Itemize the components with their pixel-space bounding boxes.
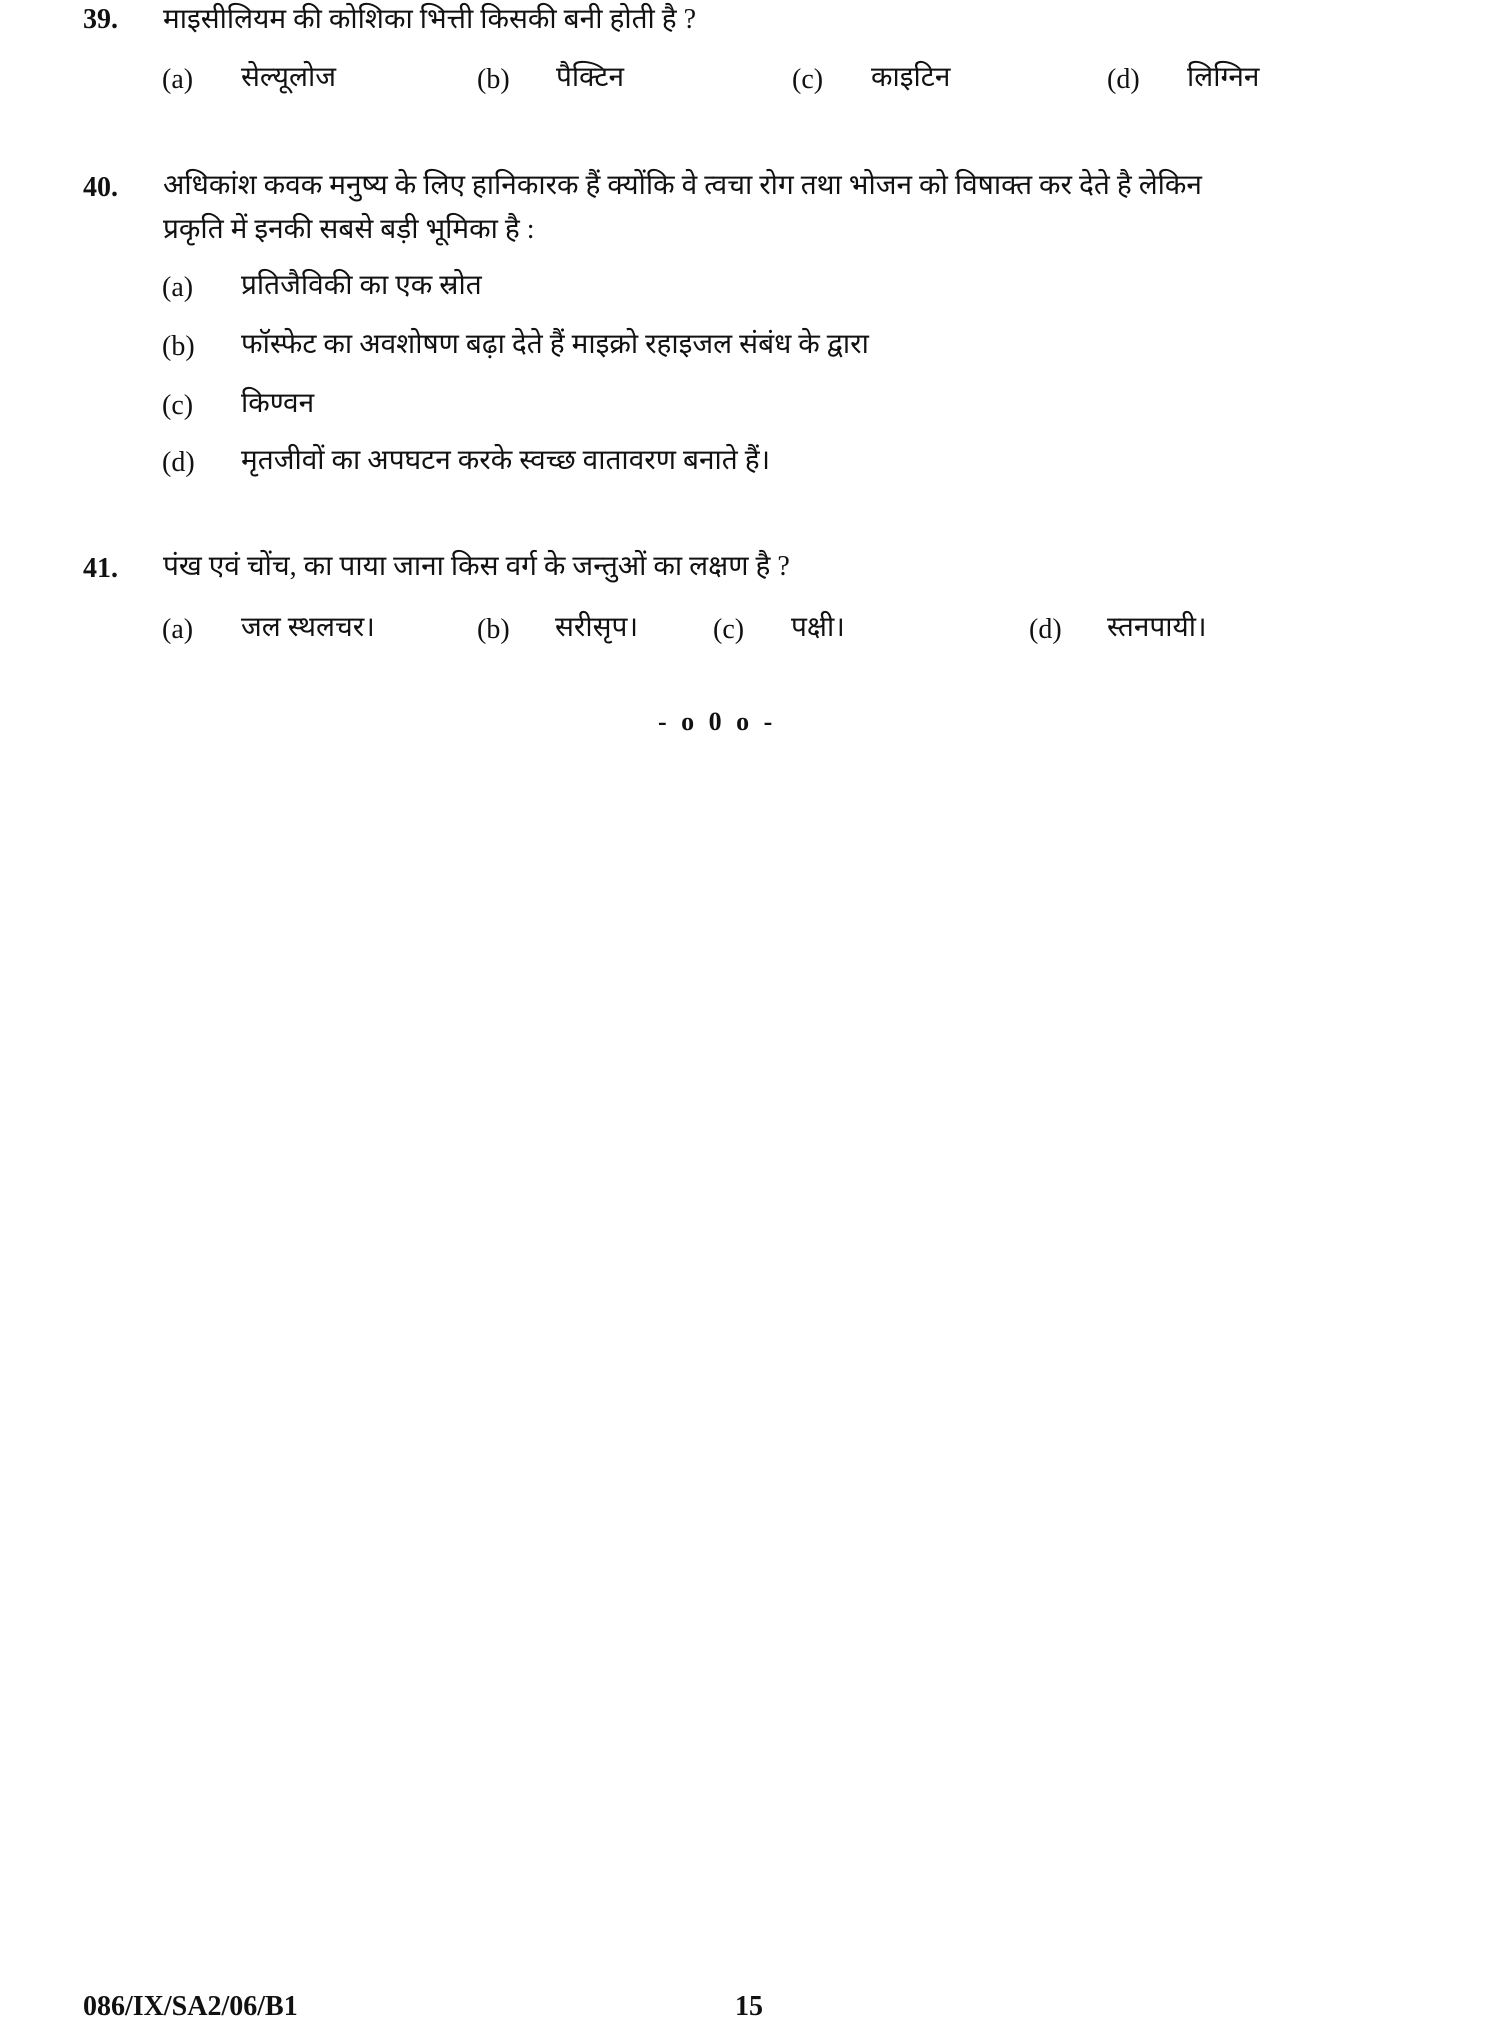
option-label-d: (d) — [1107, 64, 1140, 95]
option-label-a: (a) — [162, 614, 194, 645]
option-label-b: (b) — [477, 614, 510, 645]
question-number: 39. — [83, 4, 118, 35]
option-label-d: (d) — [162, 447, 195, 478]
question-text-line-1: अधिकांश कवक मनुष्य के लिए हानिकारक हैं क्योंकि वे त्वचा रोग तथा भोजन को विषाक्त कर देते है लेकिन — [163, 170, 1202, 201]
option-label-b: (b) — [477, 64, 510, 95]
question-number: 41. — [83, 553, 118, 584]
option-label-b: (b) — [162, 331, 195, 362]
option-label-c: (c) — [792, 64, 824, 95]
question-number: 40. — [83, 172, 118, 203]
option-text-b: सरीसृप। — [555, 612, 639, 643]
question-text: पंख एवं चोंच, का पाया जाना किस वर्ग के जन्तुओं का लक्षण है ? — [163, 551, 790, 582]
option-text-a: सेल्यूलोज — [241, 62, 336, 93]
page-number: 15 — [735, 1991, 763, 2022]
option-text-a: जल स्थलचर। — [241, 612, 375, 643]
option-label-c: (c) — [162, 390, 194, 421]
option-text-c: पक्षी। — [791, 612, 845, 643]
option-text-a: प्रतिजैविकी का एक स्रोत — [241, 270, 482, 301]
end-of-questions-marker: - o 0 o - — [658, 707, 777, 736]
option-text-d: मृतजीवों का अपघटन करके स्वच्छ वातावरण बनाते हैं। — [241, 445, 771, 476]
question-text-line-2: प्रकृति में इनकी सबसे बड़ी भूमिका है : — [163, 214, 535, 245]
option-text-c: काइटिन — [871, 62, 951, 93]
option-text-b: फॉस्फेट का अवशोषण बढ़ा देते हैं माइक्रो रहाइजल संबंध के द्वारा — [241, 329, 869, 360]
option-text-c: किण्वन — [241, 388, 315, 419]
option-text-b: पैक्टिन — [556, 62, 625, 93]
option-text-d: लिग्निन — [1187, 62, 1260, 93]
option-label-c: (c) — [713, 614, 745, 645]
paper-code: 086/IX/SA2/06/B1 — [83, 1991, 298, 2022]
option-label-a: (a) — [162, 64, 194, 95]
option-label-d: (d) — [1029, 614, 1062, 645]
option-text-d: स्तनपायी। — [1107, 612, 1207, 643]
option-label-a: (a) — [162, 272, 194, 303]
question-text: माइसीलियम की कोशिका भित्ती किसकी बनी होती है ? — [163, 4, 697, 35]
